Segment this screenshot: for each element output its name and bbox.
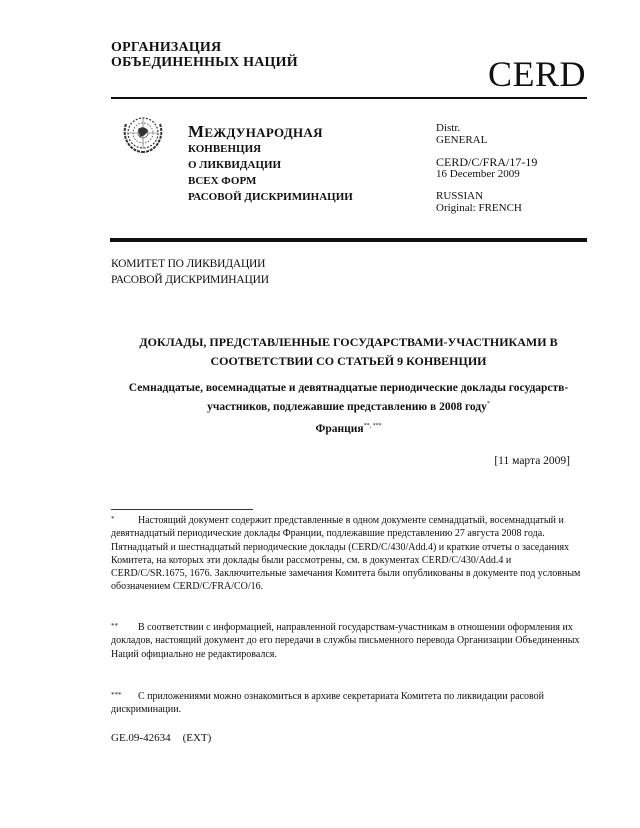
footnote-2: ** В соответствии с информацией, направленной государствам-участникам в отношении оформления их докладов, настоящий документ до его передачи в службы письменного перевода Организации Объединенных Наций официально не редактировался. (111, 622, 580, 660)
distribution: GENERAL (436, 134, 488, 146)
document-title (110, 333, 587, 371)
distr-label: Distr. (436, 122, 461, 134)
org-line-2: ОБЪЕДИНЕННЫХ НАЦИЙ (111, 55, 298, 70)
document-date: 16 December 2009 (436, 168, 520, 180)
report-date: [11 марта 2009] (494, 455, 570, 467)
convention-line-4: ВСЕХ ФОРМ (188, 175, 257, 187)
language: RUSSIAN (436, 190, 484, 202)
country-heading: Франция**, *** (315, 423, 382, 435)
org-line-1: ОРГАНИЗАЦИЯ (111, 40, 222, 55)
original-language: Original: FRENCH (436, 202, 522, 214)
footnote-ref[interactable]: * (486, 401, 490, 408)
document-subtitle (110, 379, 587, 417)
document-metadata (436, 122, 537, 214)
convention-title (188, 124, 353, 205)
document-symbol: CERD/C/FRA/17-19 (436, 155, 538, 169)
header-rule (111, 97, 587, 99)
footnote-refs[interactable]: **, *** (363, 423, 382, 430)
committee-line-1: КОМИТЕТ ПО ЛИКВИДАЦИИ (111, 258, 266, 270)
footnote-1: * Настоящий документ содержит представленные в одном документе семнадцатый, восемнадцатый и девятнадцатый периодические доклады Франции, подлежавшие представлению 27 августа 2008 года. Пятнадцатый и шестнадцатый периодические доклады (CERD/C/430/Add.4) и краткие отчеты о заседаниях Комитета, на которых эти доклады были рассмотрены, см. в документах CERD/C/430/Add.4 и CERD/C/SR.1675, 1676. Заключительные замечания Комитета были опубликованы в документе под условным обозначением CERD/C/FRA/CO/16. (111, 515, 581, 593)
footnote-3: *** С приложениями можно ознакомиться в архиве секретариата Комитета по ликвидации расовой дискриминации. (111, 691, 544, 716)
committee-line-2: РАСОВОЙ ДИСКРИМИНАЦИИ (111, 274, 269, 286)
organization-name (111, 40, 298, 70)
subtitle-line-2: участников, подлежавшие представлению в 2008 году* (207, 401, 490, 413)
title-line-1: ДОКЛАДЫ, ПРЕДСТАВЛЕННЫЕ ГОСУДАРСТВАМИ-УЧАСТНИКАМИ В (139, 335, 558, 349)
un-emblem-icon (118, 110, 168, 160)
series-symbol: CERD (488, 54, 587, 94)
convention-line-2: КОНВЕНЦИЯ (188, 143, 262, 155)
convention-line-5: РАСОВОЙ ДИСКРИМИНАЦИИ (188, 191, 353, 203)
footnote-separator (111, 509, 253, 510)
subtitle-line-1: Семнадцатые, восемнадцатые и девятнадцатые периодические доклады государств- (128, 382, 569, 394)
section-rule (110, 238, 587, 242)
committee-name (111, 256, 269, 288)
title-line-2: СООТВЕТСТВИИ СО СТАТЬЕЙ 9 КОНВЕНЦИИ (210, 354, 487, 368)
convention-line-1: МЕЖДУНАРОДНАЯ (188, 122, 323, 141)
job-number: GE.09-42634 (EXT) (111, 732, 212, 744)
convention-line-3: О ЛИКВИДАЦИИ (188, 159, 282, 171)
